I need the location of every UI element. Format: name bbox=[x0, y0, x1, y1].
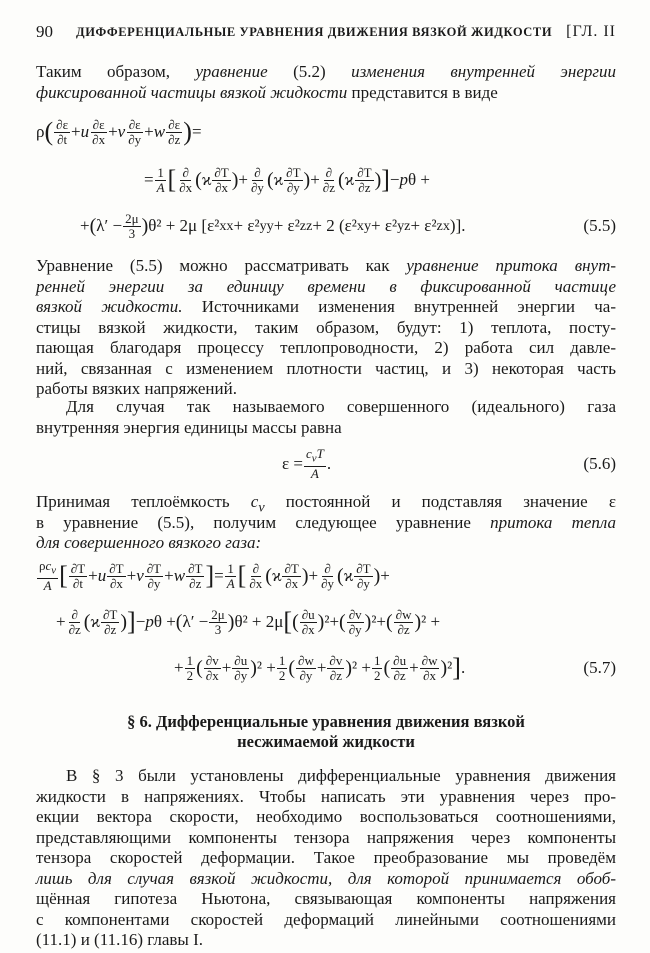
section-heading-line: § 6. Дифференциальные уравнения движения вязкой bbox=[127, 712, 525, 731]
equation-number: (5.5) bbox=[583, 216, 616, 235]
para-line: щённая гипотеза Ньютона, связывающая компоненты напряжения bbox=[36, 889, 616, 908]
equation-number: (5.7) bbox=[583, 658, 616, 677]
para-italic: для которой принимается обоб- bbox=[347, 868, 616, 888]
equation-5-7-line-3: + $\frac{1}{2}$ ( $\frac{\partial v}{\partial x}$ + $\frac{\partial u}{\partial y}$ ) ² + $\frac{1}{2}$ ( $\frac{\partial w}{\partial y}$ + $\frac{\partial v}{\partial z}$ ) ² + $\frac{1}{2}$ ( $\frac{\partial u}{\partial z}$ + $\frac{\partial w}{\partial x}$ ) ² ] . (5.7) bbox=[36, 648, 616, 688]
para-line: В § 3 были установлены дифференциальные уравнения движения bbox=[66, 766, 616, 785]
equation-number: (5.6) bbox=[583, 454, 616, 473]
para-italic: лишь для случая вязкой жидкости, bbox=[36, 868, 333, 888]
intro-ref: (5.2) bbox=[293, 62, 326, 81]
paragraph-3: Принимая теплоёмкость $c_v$ постоянной и подставляя значение ε в уравнение (5.5), получим следующее уравнение притока тепла для совершенного вязкого газа: bbox=[36, 492, 617, 552]
para-line: Для случая так называемого совершенного (идеального) газа bbox=[66, 397, 616, 416]
paragraph-4 bbox=[36, 766, 616, 951]
intro-text: представится в виде bbox=[351, 82, 498, 102]
paragraph-1 bbox=[36, 256, 616, 400]
page-number: 90 bbox=[36, 22, 53, 41]
para-italic: притока тепла bbox=[490, 512, 617, 532]
para-line: (11.1) и (11.16) главы I. bbox=[36, 930, 203, 949]
para-italic: уравнение притока внут- bbox=[406, 256, 617, 275]
intro-italic: уравнение bbox=[195, 62, 268, 81]
equation-5-6: ε = $\frac{c_vT}{A}$ . (5.6) bbox=[36, 444, 616, 484]
para-text: постоянной и подставляя значение ε bbox=[285, 492, 617, 511]
section-heading bbox=[36, 712, 616, 752]
chapter-label: [ГЛ. II bbox=[566, 23, 616, 40]
para-text: Принимая теплоёмкость bbox=[36, 492, 230, 511]
para-line: тензора скоростей деформации. Такое преобразование мы проведём bbox=[36, 848, 616, 867]
para-line: работы вязких напряжений. bbox=[36, 379, 237, 398]
section-heading-line: несжимаемой жидкости bbox=[237, 732, 415, 751]
para-line: жидкости в напряжениях. Чтобы написать эти уравнения через про- bbox=[36, 786, 616, 806]
para-line: внутренняя энергия единицы массы равна bbox=[36, 417, 342, 437]
equation-5-5-line-1: ρ ( $\frac{\partial\varepsilon}{\partial t}$ + u $\frac{\partial\varepsilon}{\partial x}$ + v $\frac{\partial\varepsilon}{\partial y}$ + w $\frac{\partial\varepsilon}{\partial z}$ ) = bbox=[36, 116, 202, 147]
intro-italic: фиксированной частицы вязкой жидкости bbox=[36, 82, 348, 102]
intro-paragraph bbox=[36, 62, 616, 103]
para-line: стицы вязкой жидкости, таким образом, будут: 1) теплота, посту- bbox=[36, 317, 616, 337]
para-text: Уравнение (5.5) можно рассматривать как bbox=[36, 256, 390, 275]
para-line: с компонентами скоростей деформаций линейными соотношениями bbox=[36, 909, 616, 929]
equation-5-5-line-2: = $\frac{1}{A}$ [ $\frac{\partial}{\partial x}$ ( ϰ $\frac{\partial T}{\partial x}$ ) + $\frac{\partial}{\partial y}$ ( ϰ $\frac{\partial T}{\partial y}$ ) + $\frac{\partial}{\partial z}$ ( ϰ $\frac{\partial T}{\partial z}$ ) ] − p θ + bbox=[144, 164, 430, 195]
para-text: в уравнение (5.5), получим следующее уравнение bbox=[36, 512, 471, 532]
para-line: ний, связанная с изменением плотности частиц, и 3) некоторая часть bbox=[36, 358, 616, 378]
para-line: екции вектора скорости, необходимо воспользоваться соотношениями, bbox=[36, 807, 616, 826]
para-italic: для совершенного вязкого газа: bbox=[36, 533, 262, 552]
equation-5-7-line-2: + $\frac{\partial}{\partial z}$ ( ϰ $\frac{\partial T}{\partial z}$ ) ] − p θ + ( λ′ − $\frac{2\mu}{3}$ ) θ² + 2μ [ ( $\frac{\partial u}{\partial x}$ ) ²+ ( $\frac{\partial v}{\partial y}$ ) ²+ ( $\frac{\partial w}{\partial z}$ ) ² + bbox=[56, 606, 441, 637]
para-italic: вязкой жидкости. bbox=[36, 297, 183, 316]
equation-5-7-line-1: $\frac{\rho c_v}{A}$ [ $\frac{\partial T}{\partial t}$ + u $\frac{\partial T}{\partial x}$ + v $\frac{\partial T}{\partial y}$ + w $\frac{\partial T}{\partial z}$ ] = $\frac{1}{A}$ [ $\frac{\partial}{\partial x}$ ( ϰ $\frac{\partial T}{\partial x}$ ) + $\frac{\partial}{\partial y}$ ( ϰ $\frac{\partial T}{\partial y}$ ) + bbox=[39, 558, 390, 593]
running-header bbox=[36, 22, 616, 44]
paragraph-2 bbox=[36, 397, 616, 438]
para-line: представляющими компоненты тензора напряжения через компоненты bbox=[36, 827, 616, 847]
para-line: пающая благодаря процессу теплопроводности, 2) работа сил давле- bbox=[36, 338, 616, 357]
running-title: ДИФФЕРЕНЦИАЛЬНЫЕ УРАВНЕНИЯ ДВИЖЕНИЯ ВЯЗКОЙ ЖИДКОСТИ bbox=[76, 25, 553, 39]
para-italic: ренней энергии за единицу времени в фиксированной частице bbox=[36, 276, 616, 296]
para-text: Источниками изменения внутренней энергии ча- bbox=[201, 297, 617, 316]
intro-italic: изменения внутренней энергии bbox=[351, 62, 617, 81]
intro-text: Таким образом, bbox=[36, 62, 171, 81]
equation-5-5-line-3: + ( λ′ − $\frac{2\mu}{3}$ ) θ² + 2μ [ε² xx + ε² yy + ε² zz + 2 (ε² xy + ε² yz + ε² zx )]. (5.5) bbox=[36, 206, 616, 246]
